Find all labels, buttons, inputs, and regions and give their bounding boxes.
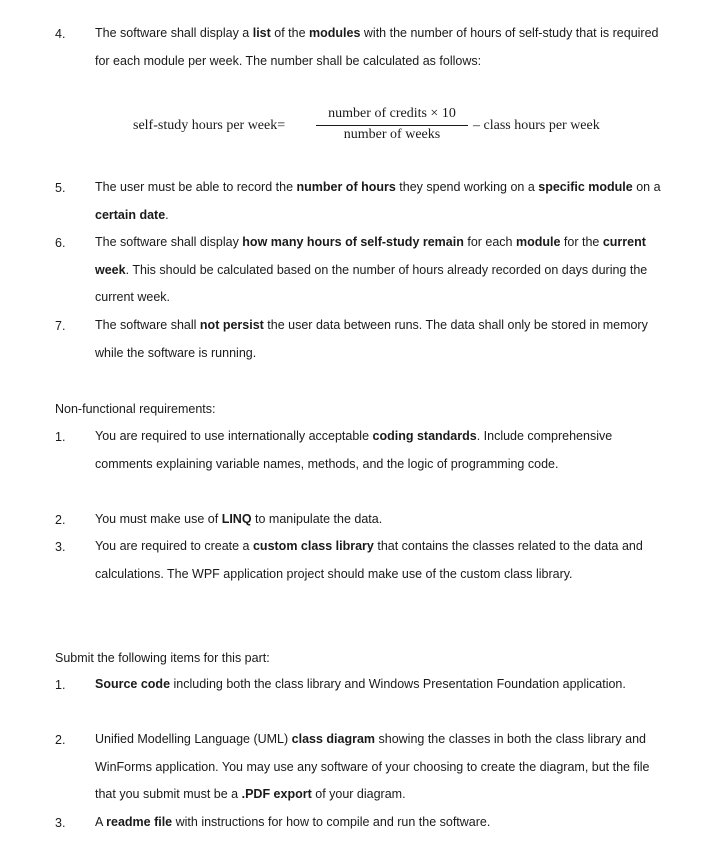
requirement-text: The user must be able to record the number of hours they spend working on a specific module on a certain date.	[95, 180, 661, 222]
requirement-text: You must make use of LINQ to manipulate the data.	[95, 512, 383, 526]
formula-fraction	[316, 106, 468, 143]
list-number: 2.	[55, 513, 66, 527]
list-number: 1.	[55, 430, 66, 444]
list-number: 1.	[55, 678, 66, 692]
requirement-text: You are required to use internationally acceptable coding standards. Include comprehensive comments explaining variable names, methods, and the logic of programming code.	[95, 429, 613, 471]
formula-denominator: number of weeks	[343, 127, 441, 142]
list-number: 2.	[55, 733, 66, 747]
formula-label: self-study hours per week=	[133, 118, 286, 133]
submit-heading: Submit the following items for this part:	[55, 651, 270, 665]
formula-numerator: number of credits × 10	[328, 106, 456, 121]
requirement-text: Source code including both the class library and Windows Presentation Foundation application.	[95, 677, 626, 691]
requirement-text: A readme file with instructions for how to compile and run the software.	[95, 815, 491, 829]
list-number: 7.	[55, 319, 66, 333]
requirement-text: The software shall not persist the user data between runs. The data shall only be stored in memory while the software is running.	[95, 318, 648, 360]
list-number: 4.	[55, 27, 66, 41]
formula-subtraction: – class hours per week	[473, 118, 600, 133]
requirement-text: The software shall display a list of the modules with the number of hours of self-study that is required for each module per week. The number shall be calculated as follows:	[95, 26, 659, 68]
list-number: 3.	[55, 816, 66, 830]
requirement-text: Unified Modelling Language (UML) class diagram showing the classes in both the class library and WinForms application. You may use any software of your choosing to create the diagram, but the file that you submit must be a .PDF export of your diagram.	[95, 732, 650, 802]
list-number: 6.	[55, 236, 66, 250]
nonfunctional-heading: Non-functional requirements:	[55, 402, 216, 416]
list-number: 3.	[55, 540, 66, 554]
list-number: 5.	[55, 181, 66, 195]
requirement-text: The software shall display how many hours of self-study remain for each module for the current week. This should be calculated based on the number of hours already recorded on days during the current week.	[95, 235, 648, 305]
requirement-text: You are required to create a custom class library that contains the classes related to the data and calculations. The WPF application project should make use of the custom class library.	[95, 539, 643, 581]
